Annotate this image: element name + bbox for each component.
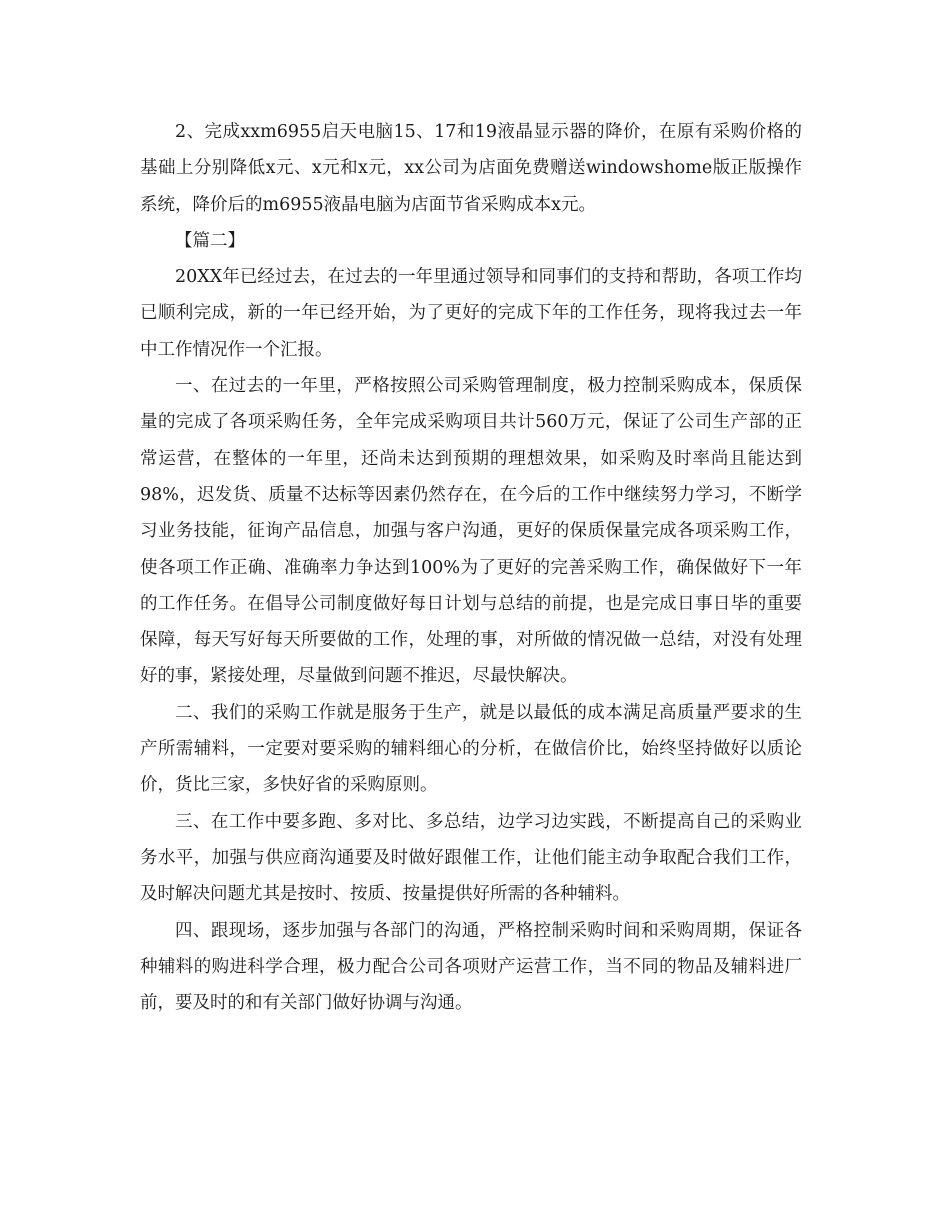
paragraph-price-reduction: 2、完成xxm6955启天电脑15、17和19液晶显示器的降价，在原有采购价格的基础上分别降低x元、x元和x元，xx公司为店面免费赠送windowshome版正版操作系统，降价后的m6955液晶电脑为店面节省采购成本x元。 xyxy=(140,122,802,215)
paragraph-point-one: 一、在过去的一年里，严格按照公司采购管理制度，极力控制采购成本，保质保量的完成了各项采购任务，全年完成采购项目共计560万元，保证了公司生产部的正常运营，在整体的一年里，还尚未达到预期的理想效果，如采购及时率尚且能达到98%，迟发货、质量不达标等因素仍然存在，在今后的工作中继续努力学习，不断学习业务技能，征询产品信息，加强与客户沟通，更好的保质保量完成各项采购工作，使各项工作正确、准确率力争达到100%为了更好的完善采购工作，确保做好下一年的工作任务。在倡导公司制度做好每日计划与总结的前提，也是完成日事日毕的重要保障，每天写好每天所要做的工作，处理的事，对所做的情况做一总结，对没有处理好的事，紧接处理，尽量做到问题不推迟，尽最快解决。 xyxy=(140,376,802,687)
paragraph-intro: 20XX年已经过去，在过去的一年里通过领导和同事们的支持和帮助，各项工作均已顺利完成，新的一年已经开始，为了更好的完成下年的工作任务，现将我过去一年中工作情况作一个汇报。 xyxy=(140,267,802,360)
section-heading-part-two: 【篇二】 xyxy=(175,230,245,251)
paragraph-point-four: 四、跟现场，逐步加强与各部门的沟通，严格控制采购时间和采购周期，保证各种辅料的购进科学合理，极力配合公司各项财产运营工作，当不同的物品及辅料进厂前，要及时的和有关部门做好协调与沟通。 xyxy=(140,920,802,1014)
document-body xyxy=(140,114,802,1021)
paragraph-point-three: 三、在工作中要多跑、多对比、多总结，边学习边实践，不断提高自己的采购业务水平，加强与供应商沟通要及时做好跟催工作，让他们能主动争取配合我们工作，及时解决问题尤其是按时、按质、按量提供好所需的各种辅料。 xyxy=(140,811,802,905)
paragraph-point-two: 二、我们的采购工作就是服务于生产，就是以最低的成本满足高质量严要求的生产所需辅料，一定要对要采购的辅料细心的分析，在做信价比，始终坚持做好以质论价，货比三家，多快好省的采购原则。 xyxy=(140,702,802,796)
